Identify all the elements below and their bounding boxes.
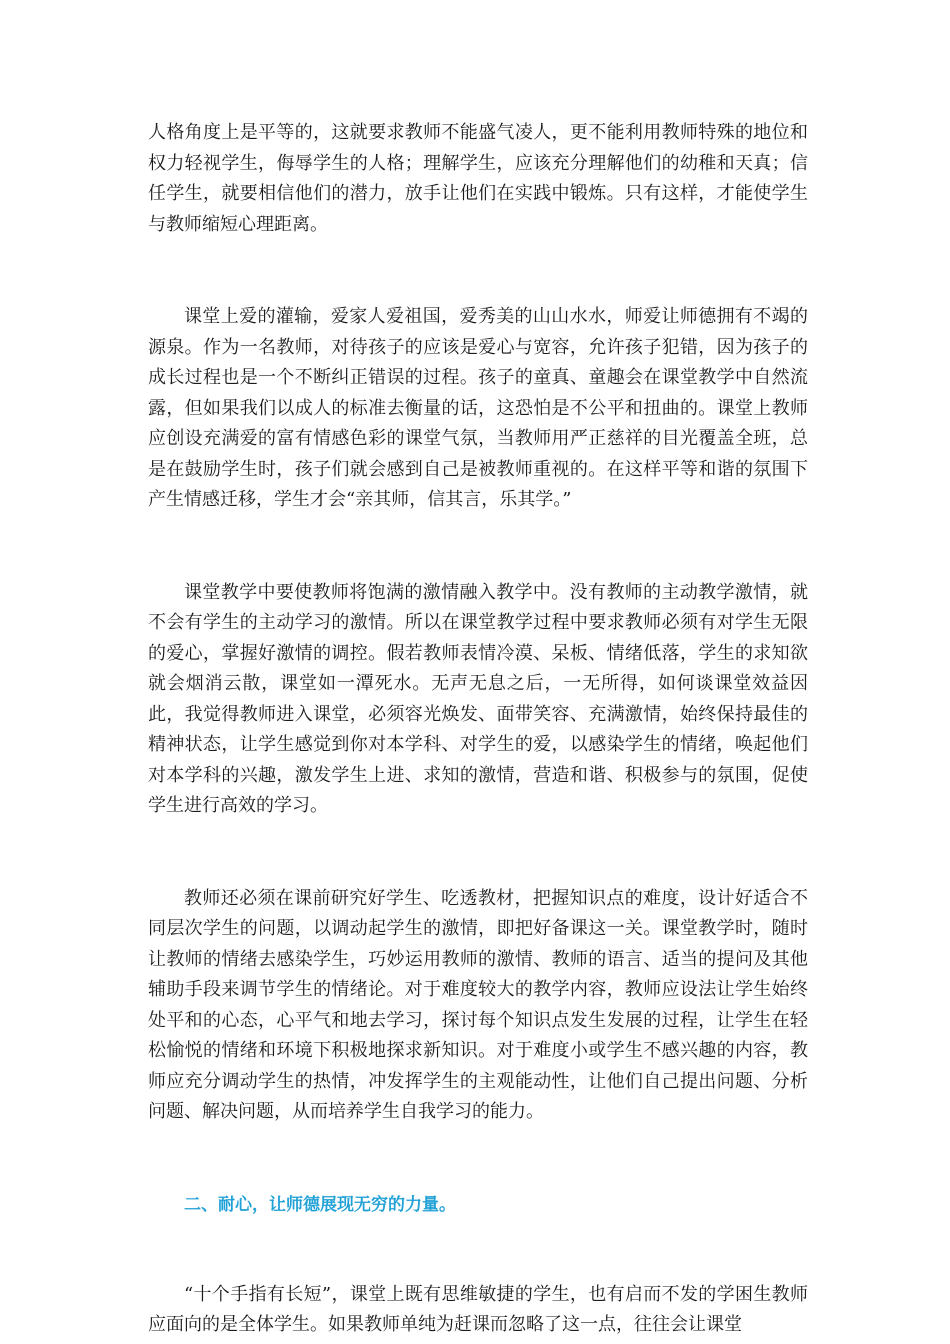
section-heading: 二、耐心，让师德展现无穷的力量。 bbox=[184, 1194, 456, 1215]
paragraph-2: 课堂上爱的灌输，爱家人爱祖国，爱秀美的山山水水，师爱让师德拥有不竭的源泉。作为一名教师，对待孩子的应该是爱心与宽容，允许孩子犯错，因为孩子的成长过程也是一个不断纠正错误的过程。孩子的童真、童趣会在课堂教学中自然流露，但如果我们以成人的标准去衡量的话，这恐怕是不公平和扭曲的。课堂上教师应创设充满爱的富有情感色彩的课堂气氛，当教师用严正慈祥的目光覆盖全班，总是在鼓励学生时，孩子们就会感到自己是被教师重视的。在这样平等和谐的氛围下产生情感迁移，学生才会“亲其师，信其言，乐其学。” bbox=[148, 306, 808, 510]
spacer bbox=[148, 822, 808, 884]
paragraph-1: 人格角度上是平等的，这就要求教师不能盛气凌人，更不能利用教师特殊的地位和权力轻视学生，侮辱学生的人格；理解学生，应该充分理解他们的幼稚和天真；信任学生，就要相信他们的潜力，放手让他们在实践中锻炼。只有这样，才能使学生与教师缩短心理距离。 bbox=[148, 122, 808, 235]
document-page bbox=[148, 118, 808, 1341]
spacer bbox=[148, 1128, 808, 1190]
paragraph-3: 课堂教学中要使教师将饱满的激情融入教学中。没有教师的主动教学激情，就不会有学生的主动学习的激情。所以在课堂教学过程中要求教师必须有对学生无限的爱心，掌握好激情的调控。假若教师表情冷漠、呆板、情绪低落，学生的求知欲就会烟消云散，课堂如一潭死水。无声无息之后，一无所得，如何谈课堂效益因此，我觉得教师进入课堂，必须容光焕发、面带笑容、充满激情，始终保持最佳的精神状态，让学生感觉到你对本学科、对学生的爱，以感染学生的情绪，唤起他们对本学科的兴趣，激发学生上进、求知的激情，营造和谐、积极参与的氛围，促使学生进行高效的学习。 bbox=[148, 581, 808, 816]
spacer bbox=[148, 1220, 808, 1280]
paragraph-4: 教师还必须在课前研究好学生、吃透教材，把握知识点的难度，设计好适合不同层次学生的问题，以调动起学生的激情，即把好备课这一关。课堂教学时，随时让教师的情绪去感染学生，巧妙运用教师的激情、教师的语言、适当的提问及其他辅助手段来调节学生的情绪论。对于难度较大的教学内容，教师应设法让学生始终处平和的心态，心平气和地去学习，探讨每个知识点发生发展的过程，让学生在轻松愉悦的情绪和环境下积极地探求新知识。对于难度小或学生不感兴趣的内容，教师应充分调动学生的热情，冲发挥学生的主观能动性，让他们自己提出问题、分析问题、解决问题，从而培养学生自我学习的能力。 bbox=[148, 887, 808, 1122]
paragraph-5: “十个手指有长短”，课堂上既有思维敏捷的学生，也有启而不发的学困生教师应面向的是全体学生。如果教师单纯为赶课而忽略了这一点，往往会让课堂 bbox=[148, 1283, 808, 1335]
spacer bbox=[148, 240, 808, 302]
spacer bbox=[148, 516, 808, 578]
